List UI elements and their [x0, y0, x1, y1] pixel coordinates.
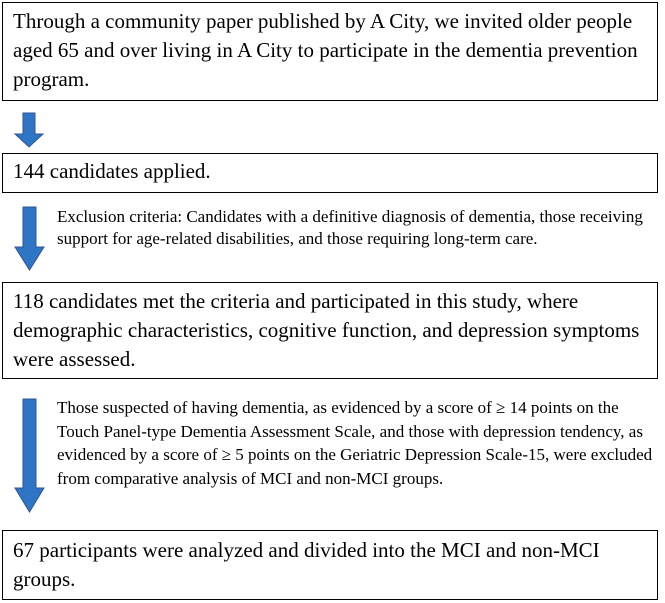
down-arrow-icon: [0, 110, 60, 150]
down-arrow-icon: [0, 205, 60, 275]
exclusion-text: : Candidates with a definitive diagnosis of dementia, those receiving support for age-related disabilities, and those requiring long-term care.: [57, 207, 643, 248]
step-analyzed: 67 participants were analyzed and divided into the MCI and non-MCI groups.: [2, 530, 658, 600]
step-participated: 118 candidates met the criteria and participated in this study, where demographic characteristics, cognitive function, and depression symptoms were assessed.: [2, 282, 658, 379]
step-invitation: Through a community paper published by A City, we invited older people aged 65 and over living in A City to participate in the dementia prevention program.: [2, 2, 658, 101]
exclusion-label: Exclusion criteria: [57, 207, 178, 226]
exclusion-analysis-note: Those suspected of having dementia, as evidenced by a score of ≥ 14 points on the Touch Panel-type Dementia Assessment Scale, and those with depression tendency, as evidenced by a score of ≥ 5 points on the Geriatric Depression Scale-15, were excluded from comparative analysis of MCI and non-MCI groups.: [57, 398, 653, 488]
step-applied: 144 candidates applied.: [2, 153, 658, 193]
down-arrow-icon: [0, 396, 60, 516]
exclusion-criteria-note: [57, 206, 662, 250]
